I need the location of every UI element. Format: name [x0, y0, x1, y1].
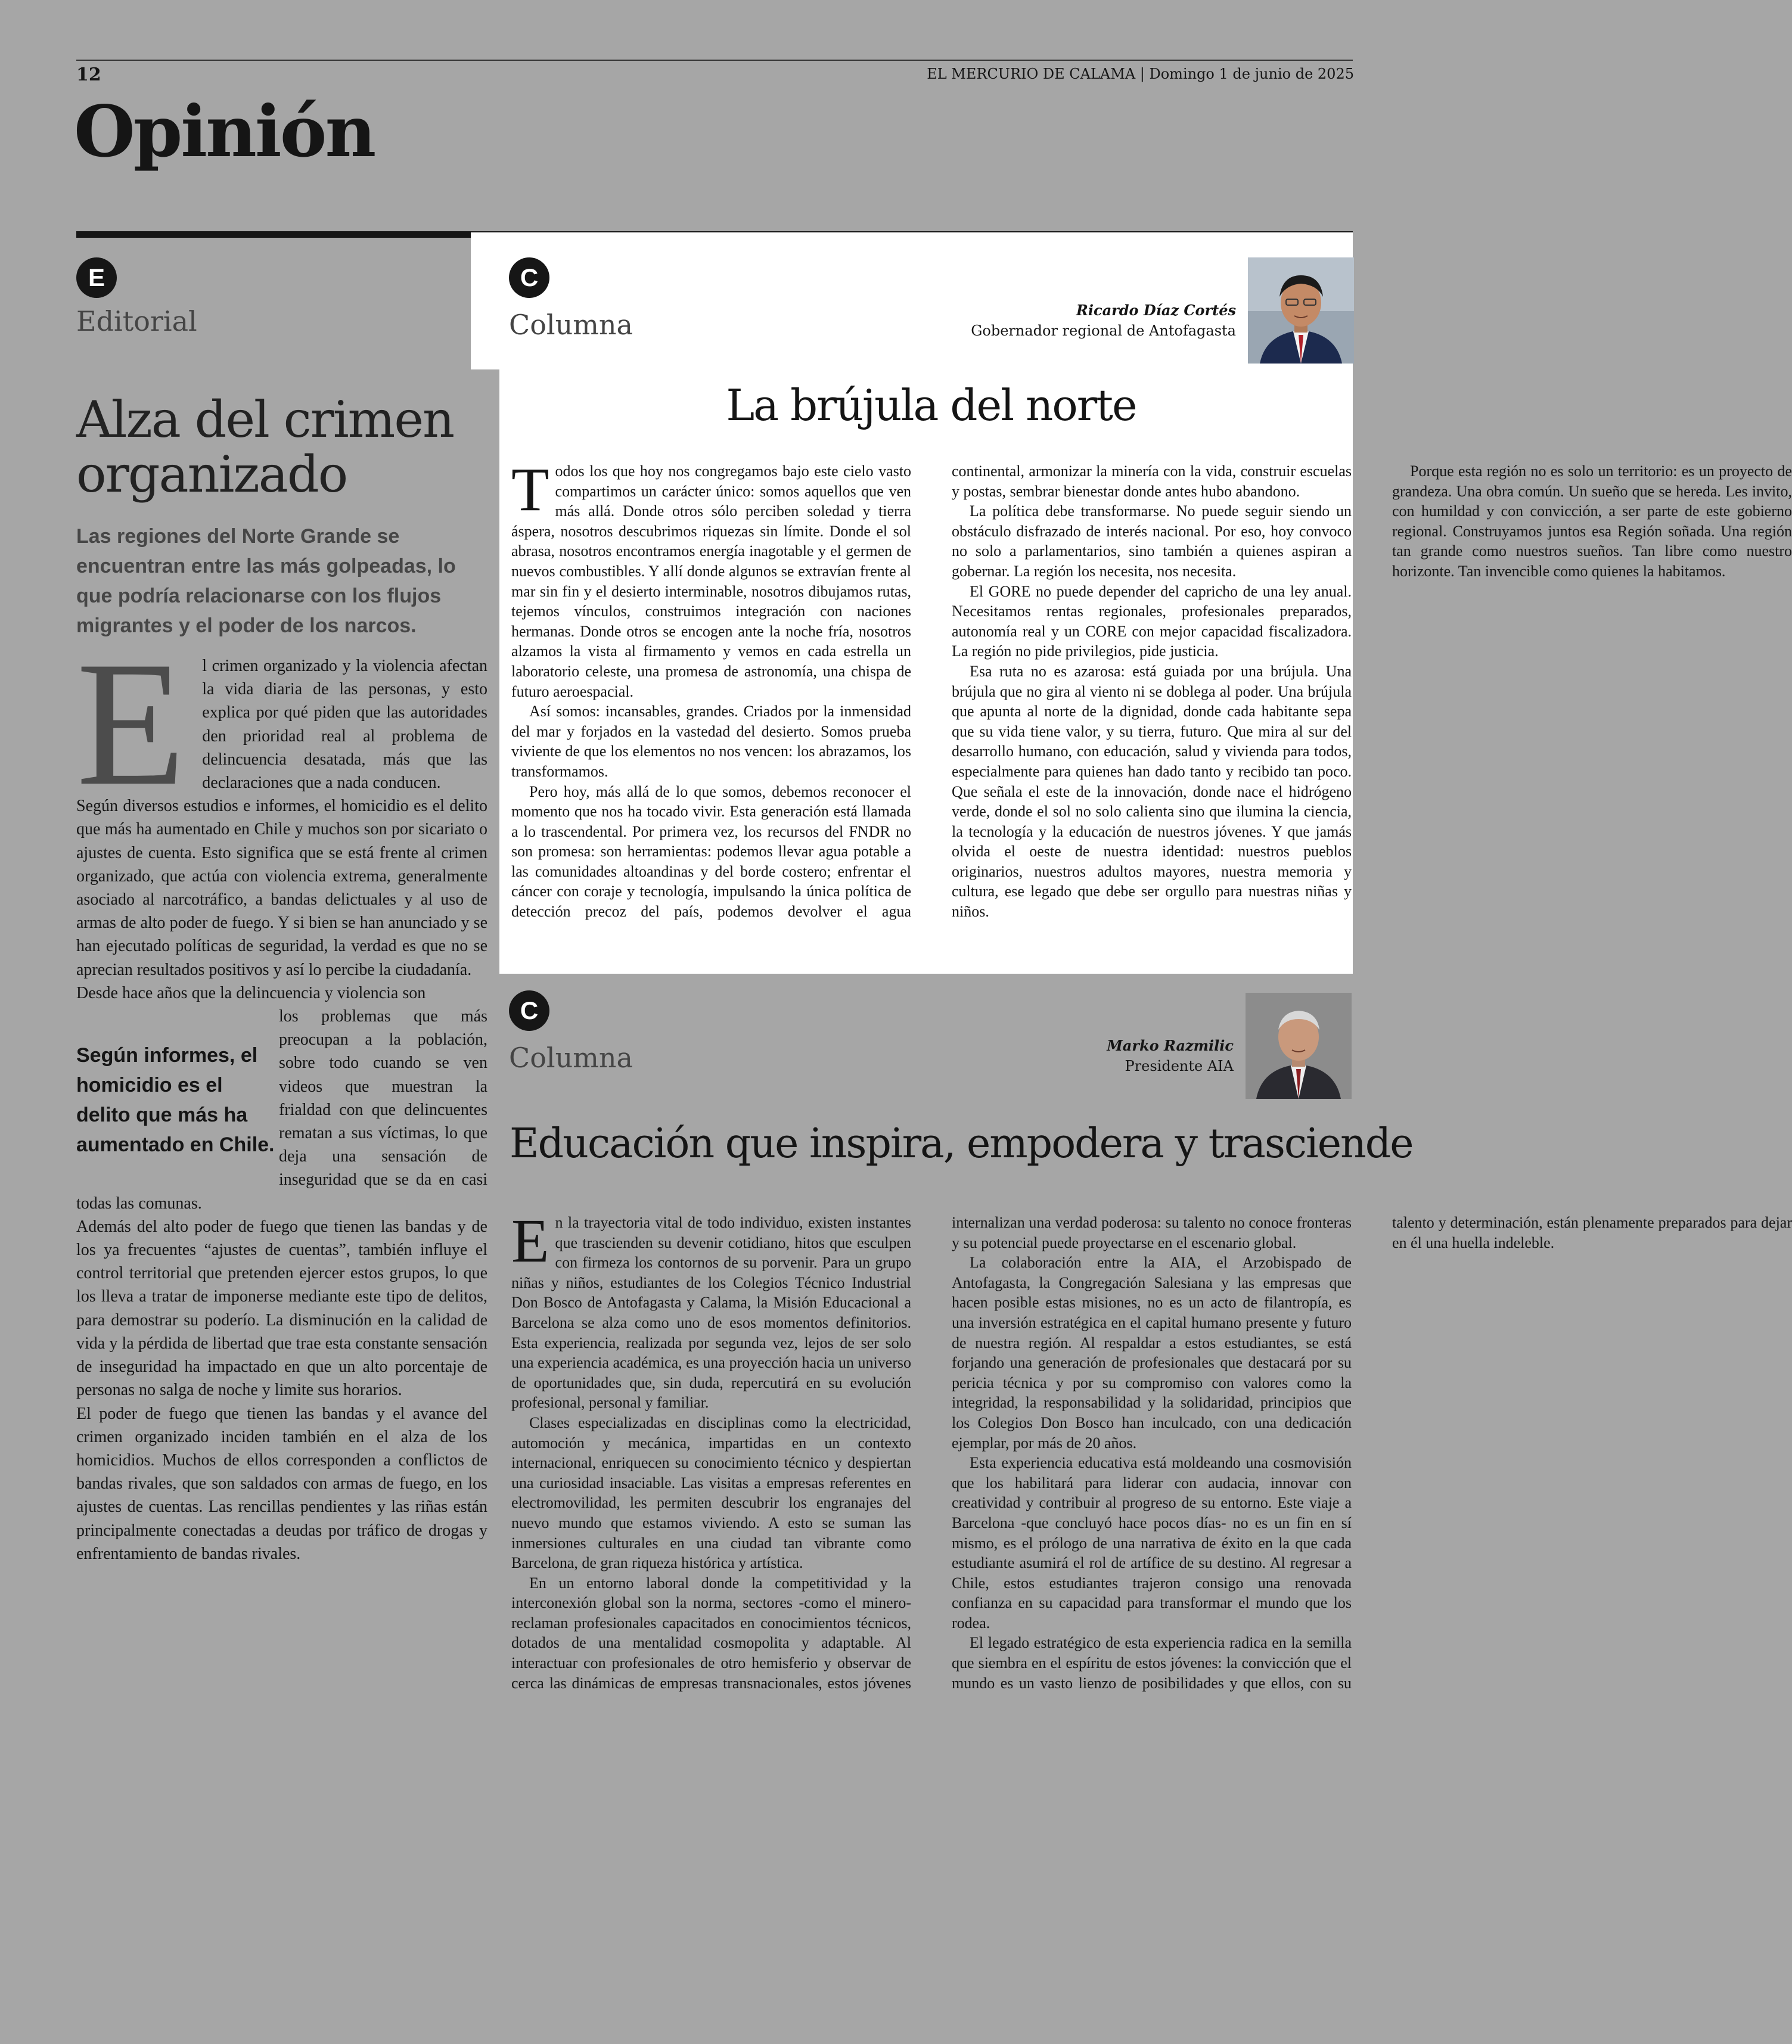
editorial-drop-cap: E: [76, 625, 186, 822]
column2-drop-cap: E: [511, 1207, 549, 1275]
column1-body: [511, 455, 1792, 961]
column1-title: La brújula del norte: [726, 380, 1136, 430]
column1-badge: C: [509, 257, 549, 298]
column2-author-name: Marko Razmilic: [1107, 1037, 1234, 1054]
column2-body: [511, 1207, 1792, 1698]
column1-paragraph: Porque esta región no es solo un territorio: es un proyecto de grandeza. Una obra común. Un sueño que se hereda. Les invito, con humildad y con convicción, a ser parte de este gobierno regional. Construyamos juntos esa Región soñada. Una región tan grande como nuestros sueños. Tan libre como nuestro horizonte. Tan invencible como quienes la habitamos.: [1392, 462, 1792, 580]
editorial-kicker: Editorial: [76, 305, 197, 337]
editorial-paragraph: El poder de fuego que tienen las bandas y el avance del crimen organizado inciden también en el alza de los homicidios. Muchos de ellos corresponden a conflictos de bandas rivales, que son saldados con armas de fuego, en los ajustes de cuentas. Las rencillas pendientes y las riñas están principalmente conectadas a deudas por tráfico de drogas y enfrentamiento de bandas rivales.: [76, 1404, 487, 1563]
column1-paragraph: La política debe transformarse. No puede seguir siendo un obstáculo disfrazado de interés nacional. Por eso, hoy convoco no solo a parlamentarios, sino también a quienes aspiran a gobernar. La región los necesita, nos necesita.: [952, 502, 1352, 580]
column2-author-photo: [1246, 993, 1352, 1099]
column1-author: [971, 300, 1236, 341]
column1-author-role: Gobernador regional de Antofagasta: [971, 322, 1236, 339]
column2-kicker: Columna: [509, 1042, 633, 1074]
section-title: Opinión: [74, 90, 375, 173]
editorial-paragraph: l crimen organizado y la violencia afectan la vida diaria de las personas, y esto explica por qué piden que las autoridades den prioridad real al problema de delincuencia desatada, más que las declaraciones que a nada conducen.: [202, 657, 487, 793]
column2-paragraph: En un entorno laboral donde la competitividad y la interconexión global son la norma, sectores -como el minero- reclaman profesionales capacitados en conocimientos técnicos, dotados de una mentalidad cosmopolita y adaptable. Al interactuar con profesionales de otro hemisferio y observar de cerca las dinámicas de empresas transnacionales, estos jóvenes internalizan una verdad poderosa: su talento no conoce fronteras y su potencial puede proyectarse en el escenario global.: [511, 1214, 1352, 1692]
newspaper-dateline: EL MERCURIO DE CALAMA | Domingo 1 de junio de 2025: [927, 66, 1354, 82]
column1-kicker: Columna: [509, 309, 633, 341]
editorial-title: Alza del crimen organizado: [76, 390, 454, 504]
editorial-paragraph: los problemas que más preocupan a la población, sobre todo cuando se ven videos que muestran la frialdad con que delincuentes rematan a sus víctimas, lo que deja una sensación de inseguridad que se da en casi todas las comunas.: [76, 1007, 487, 1213]
editorial-body: [76, 625, 487, 1691]
column1-author-name: Ricardo Díaz Cortés: [1076, 302, 1236, 319]
column1-paragraph: El GORE no puede depender del capricho de una ley anual. Necesitamos rentas regionales, profesionales preparados, autonomía real y un CORE con mejor capacidad fiscalizadora. La región no pide privilegios, pide justicia.: [952, 582, 1352, 660]
column2-paragraph: El legado estratégico de esta experiencia radica en la semilla que siembra en el espíritu de estos jóvenes: la convicción que el mundo es un vasto lienzo de posibilidades y que ellos, con su talento y determinación, están plenamente preparados para dejar en él una huella indeleble.: [952, 1214, 1792, 1692]
editorial-paragraph: Desde hace años que la delincuencia y violencia son: [76, 983, 426, 1002]
column1-drop-cap: T: [511, 455, 549, 524]
column2-paragraph: La colaboración entre la AIA, el Arzobispado de Antofagasta, la Congregación Salesiana y las empresas que hacen posible estas misiones, no es un acto de filantropía, es una inversión estratégica en el capital humano presente y futuro de nuestra región. Al respaldar a estos estudiantes, se está forjando una generación de profesionales que destacará por su pericia técnica y por su compromiso con valores como la integridad, la responsabilidad y la solidaridad, principios que los Colegios Don Bosco han inculcado, con una dedicación ejemplar, por más de 20 años.: [952, 1254, 1352, 1452]
column1-paragraph: Así somos: incansables, grandes. Criados por la inmensidad del mar y forjados en la vastedad del desierto. Somos prueba viviente de que los elementos no nos vencen: los abrazamos, los transformamos.: [511, 703, 911, 780]
column2-title: Educación que inspira, empodera y trasciende: [510, 1120, 1413, 1167]
column2-paragraph: Clases especializadas en disciplinas como la electricidad, automoción y mecánica, impartidas en un contexto internacional, enriquecen su conocimiento técnico y despiertan una curiosidad insaciable. Las visitas a empresas referentes en electromovilidad, les permiten descubrir los engranajes del nuevo mundo que estamos viviendo. A esto se suman las inmersiones culturales en una ciudad tan vibrante como Barcelona, de gran riqueza histórica y artística.: [511, 1414, 911, 1572]
column2-author-role: Presidente AIA: [1125, 1058, 1234, 1074]
header-rule: [76, 60, 1353, 61]
editorial-paragraph: Según diversos estudios e informes, el homicidio es el delito que más ha aumentado en Chile y muchos son por sicariato o ajustes de cuenta. Esto significa que se está frente al crimen organizado, que actúa con violencia extrema, generalmente asociado al narcotráfico, a bandas delictuales y al uso de armas de alto poder de fuego. Y si bien se han anunciado y se han ejecutado políticas de seguridad, la verdad es que no se aprecian resultados positivos y así lo percibe la ciudadanía.: [76, 797, 487, 979]
column1-paragraph: Pero hoy, más allá de lo que somos, debemos reconocer el momento que nos ha tocado vivir. Esta generación está llamada a lo trascendental. Por primera vez, los recursos del FNDR no son promesa: son herramientas: podemos llevar agua potable a las comunidades altoandinas y del borde costero; enfrentar el cáncer con coraje y tecnología, impulsando la única política de detección precoz del país, podemos devolver el agua continental, armonizar la minería con la vida, construir escuelas y postas, sembrar bienestar donde antes hubo abandono.: [511, 462, 1352, 921]
column1-paragraph: Todos los que hoy nos congregamos bajo este cielo vasto compartimos un carácter único: somos aquellos que ven más allá. Donde otros sólo perciben soledad y tierra áspera, nosotros descubrimos riquezas sin límite. Donde el sol abrasa, nosotros encontramos energía inagotable y el germen de nuevos combustibles. Y allí donde algunos se extravían frente al mar sin fin y el desierto interminable, nosotros dibujamos rutas, tejemos vínculos, construimos integración con naciones hermanas. Donde otros se encogen ante la noche fría, nosotros alzamos la vista al firmamento y vemos en cada estrella un laboratorio celeste, una promesa de astronomía, una chispa de futuro aeroespacial.: [511, 455, 911, 700]
editorial-lead: Las regiones del Norte Grande se encuentran entre las más golpeadas, lo que podría relacionarse con los flujos migrantes y el poder de los narcos.: [76, 525, 456, 637]
column2-badge: C: [509, 990, 549, 1031]
editorial-pullquote: Según informes, el homicidio es el delito que más ha aumentado en Chile.: [76, 1044, 275, 1157]
column2-paragraph: En la trayectoria vital de todo individuo, existen instantes que trascienden su devenir cotidiano, hitos que esculpen con firmeza los contornos de su porvenir. Para un grupo niñas y niños, estudiantes de los Colegios Técnico Industrial Don Bosco de Antofagasta y Calama, la Misión Educacional a Barcelona se alza como uno de esos momentos definitorios. Esta experiencia, realizada por segunda vez, lejos de ser solo una experiencia académica, es una proyección hacia un universo de oportunidades que, sin duda, repercutirá en su evolución profesional, personal y familiar.: [511, 1207, 911, 1412]
editorial-badge: E: [76, 257, 117, 298]
page-number: 12: [76, 64, 101, 85]
column2-author: [1107, 1036, 1234, 1076]
column2-paragraph: Esta experiencia educativa está moldeando una cosmovisión que los habilitará para liderar con audacia, innovar con creatividad y contribuir al progreso de su entorno. Este viaje a Barcelona -que concluyó hace pocos días- no es un fin en sí mismo, es el prólogo de una narrativa de éxito en la que cada estudiante asumirá el rol de artífice de su destino. Al regresar a Chile, estos estudiantes trajeron consigo una renovada confianza en su capacidad para transformar el mundo que los rodea.: [952, 1454, 1352, 1632]
editorial-paragraph: Además del alto poder de fuego que tienen las bandas y de los ya frecuentes “ajustes de cuentas”, también influye el control territorial que pretenden ejercer estos grupos, lo que los lleva a tratar de imponerse mediante este tipo de delitos, para demostrar su poderío. La disminución en la calidad de vida y la pérdida de libertad que trae esta constante sensación de inseguridad ha impactado en que un alto porcentaje de personas no salga de noche y limite sus horarios.: [76, 1217, 487, 1400]
column1-author-photo: [1248, 257, 1354, 364]
column1-paragraph: Esa ruta no es azarosa: está guiada por una brújula. Una brújula que no gira al viento ni se doblega al poder. Una brújula que apunta al norte de la dignidad, donde cada habitante sepa que su vida tiene valor, y su tierra, futuro. Que mira al sur del desarrollo humano, con educación, salud y vivienda para todos, especialmente para quienes han dado tanto y recibido tan poco. Que señala el este de la innovación, donde nace el hidrógeno verde, donde el sol no solo calienta sino que ilumina la ciencia, la tecnología y la educación de nuestros jóvenes. Y que jamás olvida el oeste de nuestra identidad: nuestros pueblos originarios, nuestros adultos mayores, nuestra memoria y cultura, ese legado que debe ser orgullo para nuestras niñas y niños.: [952, 662, 1352, 921]
